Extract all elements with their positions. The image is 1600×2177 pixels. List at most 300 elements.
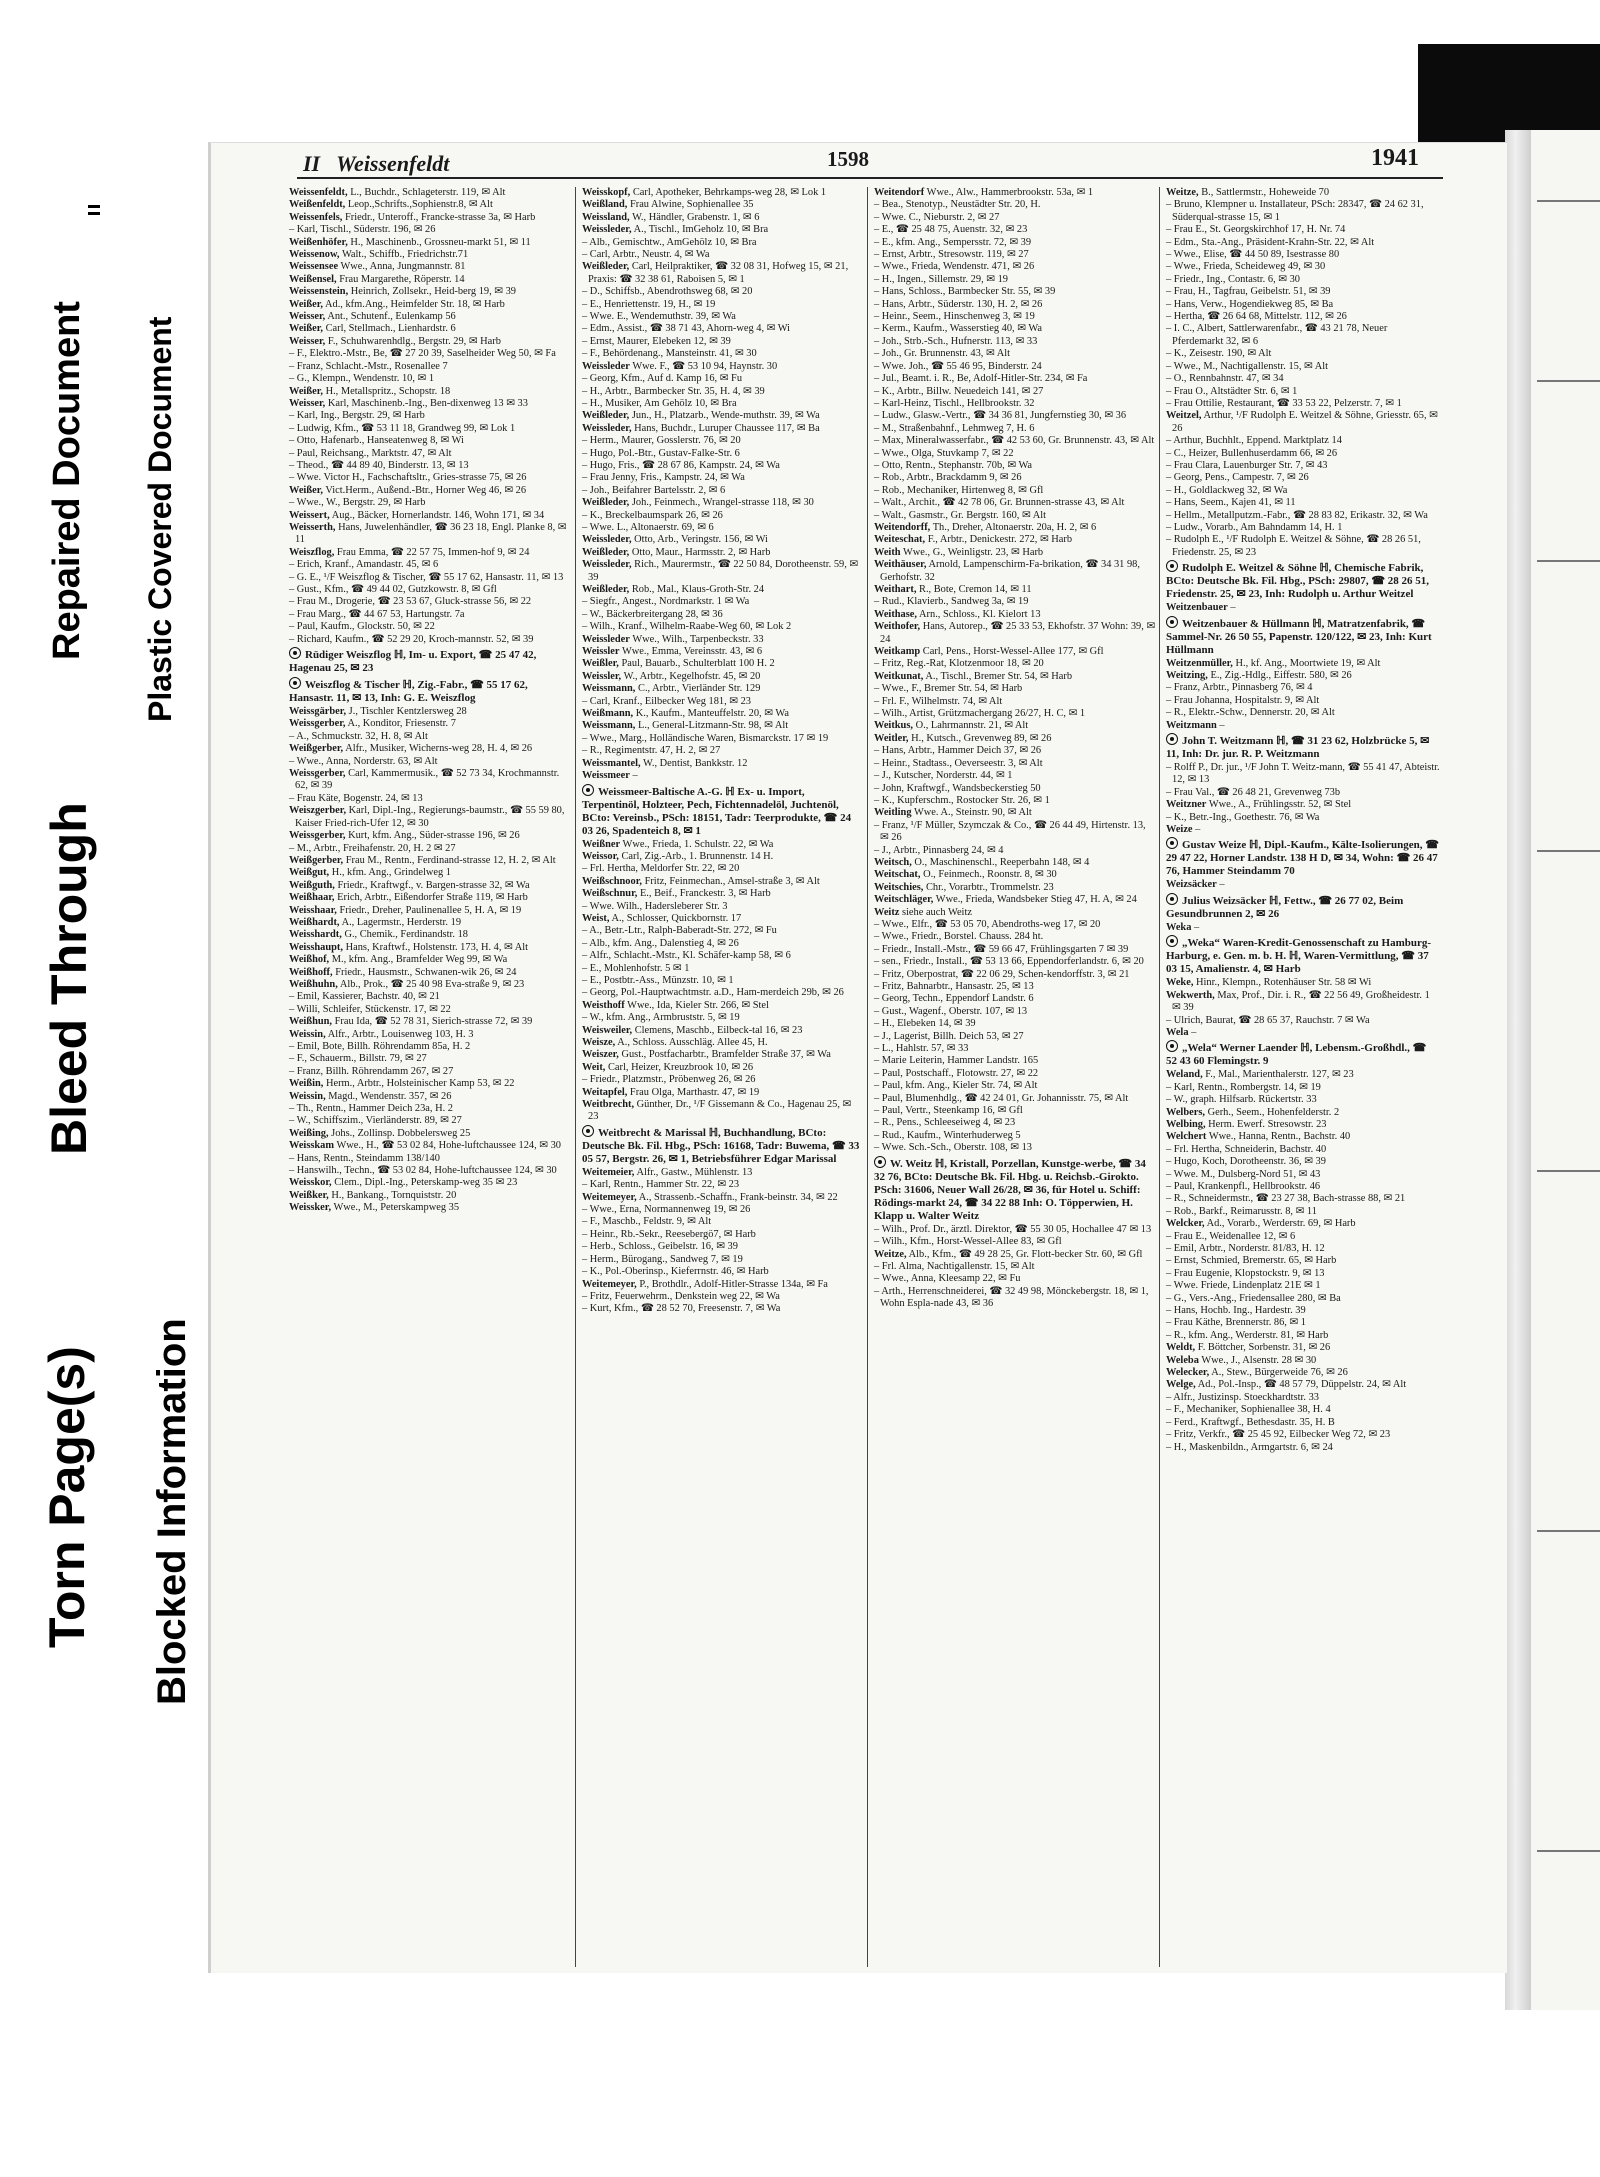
entry-details: Ad., Pol.-Insp., ☎ 48 57 79, Düppelstr. 24, ✉ Alt — [1197, 1379, 1407, 1391]
directory-entry — [582, 646, 868, 658]
header-rule — [297, 177, 1443, 179]
entry-details: F., Mal., Marienthalerstr. 127, ✉ 23 — [1205, 1069, 1354, 1081]
directory-entry — [874, 323, 1160, 335]
entry-surname: Weiszer, — [582, 1049, 619, 1061]
entry-details: Arn., Schloss., Kl. Kielort 13 — [919, 608, 1041, 620]
directory-entry — [289, 805, 575, 830]
entry-details: – Friedr., Install.-Mstr., ☎ 59 66 47, Frühlingsgarten 7 ✉ 39 — [874, 943, 1129, 955]
directory-entry — [582, 975, 868, 987]
directory-entry — [874, 944, 1160, 956]
entry-details: – L., Hahlstr. 57, ✉ 33 — [874, 1043, 969, 1055]
entry-details: – Karl, Tischl., Süderstr. 196, ✉ 26 — [289, 224, 436, 236]
directory-entry — [1166, 824, 1444, 836]
directory-entry — [289, 954, 575, 966]
entry-details: Otto, Arb., Veringstr. 156, ✉ Wi — [634, 534, 768, 546]
firm-listing — [283, 646, 575, 676]
directory-entry — [874, 869, 1160, 881]
entry-details: – Kerm., Kaufm., Wasserstieg 40, ✉ Wa — [874, 323, 1042, 335]
entry-details: Johs., Zollinsp. Dobbelersweg 25 — [331, 1127, 471, 1139]
entry-surname: Weisze, — [582, 1037, 616, 1048]
directory-entry — [874, 237, 1160, 249]
directory-entry — [874, 286, 1160, 298]
firm-listing — [1160, 732, 1444, 762]
entry-details: – H., Maskenbildn., Armgartstr. 6, ✉ 24 — [1166, 1441, 1333, 1453]
entry-details: Frau Emma, ☎ 22 57 75, Immen-hof 9, ✉ 24 — [336, 546, 530, 558]
entry-surname: Wekwerth, — [1166, 989, 1215, 1001]
directory-entry — [289, 1091, 575, 1103]
entry-surname: Weißleder, — [582, 410, 630, 422]
entry-surname: Weißleder, — [582, 261, 630, 273]
entry-details: – — [1195, 824, 1201, 836]
entry-details: Wwe., Hanna, Rentn., Bachstr. 40 — [1208, 1131, 1351, 1143]
directory-entry — [874, 1130, 1160, 1142]
directory-entry — [1166, 1392, 1444, 1404]
entry-details: – Fritz, Reg.-Rat, Klotzenmoor 18, ✉ 20 — [874, 658, 1044, 670]
entry-details: – Edm., Assist., ☎ 38 71 43, Ahorn-weg 4, ✉ Wi — [582, 323, 791, 335]
directory-entry — [289, 768, 575, 793]
directory-entry — [874, 199, 1160, 211]
directory-entry — [289, 361, 575, 373]
directory-entry — [289, 979, 575, 991]
directory-entry — [1166, 695, 1444, 707]
column-1 — [283, 187, 575, 1967]
directory-entry — [1166, 1027, 1444, 1039]
entry-details: – Bea., Stenotyp., Neustädter Str. 20, H. — [874, 199, 1041, 211]
directory-entry — [1166, 787, 1444, 799]
entry-details: – I. C., Albert, Sattlerwarenfabr., ☎ 43 21 78, Neuer Pferdemarkt 32, ✉ 6 — [1166, 323, 1388, 347]
entry-details: – Fritz, Verkfr., ☎ 25 45 92, Eilbecker Weg 72, ✉ 23 — [1166, 1429, 1391, 1441]
directory-entry — [582, 1062, 868, 1074]
directory-entry — [289, 497, 575, 509]
entry-details: – Wwe. Sch.-Sch., Oberstr. 108, ✉ 13 — [874, 1142, 1033, 1154]
entry-details: – Wwe. M., Dulsberg-Nord 51, ✉ 43 — [1166, 1168, 1321, 1180]
firm-marker-icon — [582, 1125, 594, 1137]
entry-surname: Weldt, — [1166, 1342, 1196, 1354]
directory-entry — [289, 917, 575, 929]
entry-details: H., Kutsch., Grevenweg 89, ✉ 26 — [911, 732, 1052, 744]
book-gutter — [1505, 130, 1531, 2010]
directory-entry — [289, 793, 575, 805]
directory-entry — [1166, 1293, 1444, 1305]
directory-entry — [289, 867, 575, 879]
entry-details: „Wela“ Werner Laender ℍ, Lebensm.-Großhdl., ☎ 52 43 60 Flemingstr. 9 — [1166, 1042, 1427, 1068]
entry-details: Leop.,Schrifts.,Sophienstr.8, ✉ Alt — [347, 199, 493, 211]
entry-surname: Weisshardt, — [289, 929, 342, 941]
entry-surname: Weith — [874, 546, 901, 558]
directory-entry — [289, 348, 575, 360]
directory-entry — [289, 423, 575, 435]
entry-details: – Frau E., Weidenallee 12, ✉ 6 — [1166, 1230, 1296, 1242]
directory-entry — [289, 299, 575, 311]
directory-entry — [1166, 386, 1444, 398]
entry-surname: Weitze, — [1166, 187, 1199, 198]
entry-details: B., Sattlermstr., Hoheweide 70 — [1201, 187, 1330, 198]
directory-entry — [874, 274, 1160, 286]
directory-entry — [874, 423, 1160, 435]
column-3 — [867, 187, 1160, 1967]
directory-entry — [582, 950, 868, 962]
entry-surname: Weitkamp — [874, 646, 921, 658]
entry-details: – Alb., Gemischtw., AmGehölz 10, ✉ Bra — [582, 236, 757, 248]
entry-details: – Emil, Arbtr., Norderstr. 81/83, H. 12 — [1166, 1243, 1325, 1254]
directory-entry — [1166, 1417, 1444, 1429]
entry-surname: Weissgerber, — [289, 718, 346, 730]
directory-entry — [874, 1142, 1160, 1154]
entry-details: Herm. Ewerf. Stresowstr. 23 — [1208, 1118, 1327, 1130]
entry-surname: Weißhun, — [289, 1016, 333, 1028]
entry-details: – Wilh., Artist, Grützmachergang 26/27, H. C, ✉ 1 — [874, 708, 1086, 720]
directory-entry — [1166, 485, 1444, 497]
directory-entry — [874, 807, 1160, 819]
directory-entry — [1166, 1107, 1444, 1119]
directory-entry — [582, 212, 868, 224]
entry-surname: Weißschnoor, — [582, 875, 642, 887]
entry-surname: Weisserth, — [289, 521, 336, 533]
entry-details: „Weka“ Waren-Kredit-Genossenschaft zu Hamburg-Harburg, e. Gen. m. b. H. ℍ, Waren-Vermittlung, ☎ 37 03 15, Amalienstr. 4, ✉ Harb — [1166, 937, 1432, 976]
plastic-covered-label: Plastic Covered Document — [142, 316, 178, 722]
directory-entry — [582, 1087, 868, 1099]
directory-entry — [1166, 534, 1444, 559]
entry-details: Karl, Maschinenb.-Ing., Ben-dixenweg 13 ✉ 33 — [327, 397, 528, 409]
directory-entry — [1166, 299, 1444, 311]
directory-entry — [1166, 1131, 1444, 1143]
entry-surname: Weissland, — [582, 211, 630, 223]
firm-marker-icon — [1166, 1040, 1178, 1052]
entry-details: Clemens, Maschb., Eilbeck-tal 16, ✉ 23 — [634, 1024, 803, 1036]
entry-details: – Wwe. E., Wendemuthstr. 39, ✉ Wa — [582, 311, 736, 323]
directory-entry — [874, 299, 1160, 311]
directory-entry — [874, 1286, 1160, 1311]
directory-entry — [582, 522, 868, 534]
entry-details: – Rob., Mechaniker, Hirtenweg 8, ✉ Gfl — [874, 484, 1044, 496]
entry-details: – Hellm., Metallputzm.-Fabr., ☎ 28 83 82, Erikastr. 32, ✉ Wa — [1166, 509, 1428, 521]
directory-entry — [582, 770, 868, 782]
directory-entry — [874, 485, 1160, 497]
entry-details: – Frau Käte, Bogenstr. 24, ✉ 13 — [289, 792, 423, 804]
entry-surname: Weitzenmüller, — [1166, 657, 1233, 669]
directory-entry — [1166, 1367, 1444, 1379]
directory-entry — [582, 336, 868, 348]
entry-surname: Welecker, — [1166, 1367, 1210, 1379]
entry-surname: Weissleder, — [582, 422, 632, 434]
repaired-document-label: Repaired Document — [46, 301, 88, 660]
directory-entry — [289, 967, 575, 979]
entry-details: – — [1219, 719, 1225, 731]
entry-details: – K., Zeisestr. 190, ✉ Alt — [1166, 348, 1272, 360]
entry-surname: Weithäuser, — [874, 559, 927, 571]
directory-entry — [582, 547, 868, 559]
firm-listing — [576, 1124, 868, 1167]
directory-entry — [582, 596, 868, 608]
entry-details: W., Dentist, Bankkstr. 12 — [643, 757, 748, 769]
entry-details: Weissmeer-Baltische A.-G. ℍ Ex- u. Import, Terpentinöl, Holzteer, Pech, Fichtennadelöl, Juchtenöl, BCto: Vereinsb., PSch: 18151, Tadr: Teerprodukte, ☎ 24 03 26, Spadenteich 8, ✉ 1 — [582, 785, 852, 837]
entry-details: A., Lagermstr., Herderstr. 19 — [341, 916, 462, 928]
entry-details: – Wwe., Marg., Holländische Waren, Bismarckstr. 17 ✉ 19 — [582, 732, 829, 744]
entry-details: – Georg, Techn., Eppendorf Landstr. 6 — [874, 993, 1034, 1005]
entry-details: – Theod., ☎ 44 89 40, Binderstr. 13, ✉ 13 — [289, 459, 469, 471]
entry-details: Jun., H., Platzarb., Wende-muthstr. 39, ✉ Wa — [631, 410, 820, 422]
entry-details: – Wilh., Kranf., Wilhelm-Raabe-Weg 60, ✉ Lok 2 — [582, 621, 792, 633]
firm-listing — [868, 1155, 1160, 1224]
entry-details: – Franz, Billh. Röhrendamm 267, ✉ 27 — [289, 1065, 454, 1077]
directory-entry — [289, 572, 575, 584]
entry-surname: Weißland, — [582, 199, 628, 211]
directory-entry — [874, 361, 1160, 373]
entry-details: – Rob., Arbtr., Brackdamm 9, ✉ 26 — [874, 472, 1022, 484]
entry-surname: Weitze, — [874, 1248, 907, 1260]
entry-details: Carl, Heizer, Kreuzbrook 10, ✉ 26 — [607, 1061, 754, 1073]
directory-entry — [289, 1140, 575, 1152]
entry-details: – F., Schauerm., Billstr. 79, ✉ 27 — [289, 1053, 427, 1065]
directory-entry — [874, 820, 1160, 845]
entry-details: Clem., Dipl.-Ing., Peterskamp-weg 35 ✉ 23 — [334, 1177, 518, 1189]
directory-entry — [582, 224, 868, 236]
entry-details: Alb., Kfm., ☎ 49 28 25, Gr. Flott-becker Str. 60, ✉ Gfl — [908, 1248, 1143, 1260]
entry-details: F. Böttcher, Sorbenstr. 31, ✉ 26 — [1197, 1342, 1331, 1354]
entry-details: – H., Arbtr., Barmbecker Str. 35, H. 4, ✉ 39 — [582, 385, 765, 397]
entry-details: – Wwe., Frieda, Scheideweg 49, ✉ 30 — [1166, 261, 1326, 273]
entry-details: Carl, Pens., Horst-Wessel-Allee 177, ✉ Gfl — [922, 646, 1104, 658]
directory-entry — [289, 892, 575, 904]
entry-surname: Weißler, — [582, 658, 619, 670]
entry-surname: Weisser, — [289, 311, 326, 323]
directory-entry — [1166, 1015, 1444, 1027]
directory-entry — [1166, 1156, 1444, 1168]
directory-entry — [289, 212, 575, 224]
entry-details: – Frau Ottilie, Restaurant, ☎ 33 53 22, Pelzerstr. 7, ✉ 1 — [1166, 397, 1402, 409]
directory-entry — [582, 187, 868, 199]
entry-details: Friedr., Kraftwgf., v. Bargen-strasse 32, ✉ Wa — [337, 879, 530, 891]
entry-details: – Wwe. Joh., ☎ 55 46 95, Binderstr. 24 — [874, 360, 1042, 372]
adjacent-text-line — [1537, 850, 1600, 852]
entry-details: – Frl. Alma, Nachtigallenstr. 15, ✉ Alt — [874, 1260, 1035, 1272]
bleed-through-label: Bleed Through — [41, 802, 97, 1155]
directory-entry — [874, 1249, 1160, 1261]
entry-details: – Ludw., Glasw.-Vertr., ☎ 34 36 81, Jungfernstieg 30, ✉ 36 — [874, 410, 1127, 422]
entry-details: H., Metallspritz., Schopstr. 18 — [325, 385, 451, 397]
entry-details: Wwe., Emma, Vereinsstr. 43, ✉ 6 — [621, 646, 763, 658]
directory-entry — [1166, 1169, 1444, 1181]
directory-entry — [1166, 286, 1444, 298]
directory-entry — [582, 758, 868, 770]
entry-details: – Wwe., F., Bremer Str. 54, ✉ Harb — [874, 683, 1023, 695]
directory-entry — [289, 224, 575, 236]
entry-details: O., Lahrmannstr. 21, ✉ Alt — [915, 720, 1029, 732]
directory-entry — [289, 1115, 575, 1127]
entry-details: – Wwe., Anna, Norderstr. 63, ✉ Alt — [289, 755, 438, 767]
directory-entry — [1166, 1231, 1444, 1243]
entry-details: – Ludw., Vorarb., Am Bahndamm 14, H. 1 — [1166, 521, 1343, 533]
adjacent-text-line — [1537, 1170, 1600, 1172]
entry-surname: Weissenstein, — [289, 286, 349, 298]
entry-details: – K., Betr.-Ing., Goethestr. 76, ✉ Wa — [1166, 811, 1320, 823]
directory-entry — [1166, 373, 1444, 385]
entry-surname: Weissmann, — [582, 720, 636, 732]
entry-details: Aug., Bäcker, Hornerlandstr. 146, Wohn 171, ✉ 34 — [331, 509, 545, 521]
directory-entry — [1166, 249, 1444, 261]
entry-details: – Fritz, Oberpostrat, ☎ 22 06 29, Schen-kendorffstr. 3, ✉ 21 — [874, 968, 1130, 980]
entry-details: – F., Elektro.-Mstr., Be, ☎ 27 20 39, Saselheider Weg 50, ✉ Fa — [289, 348, 556, 360]
entry-details: – J., Arbtr., Pinnasberg 24, ✉ 4 — [874, 844, 1004, 856]
entry-surname: Weissenfeldt, — [289, 187, 348, 198]
entry-surname: Weißhoff, — [289, 966, 333, 978]
directory-entry — [874, 770, 1160, 782]
entry-details: O., Maschinenschl., Reeperbahn 148, ✉ 4 — [914, 856, 1090, 868]
entry-details: – Frau Jenny, Fris., Kampstr. 24, ✉ Wa — [582, 472, 745, 484]
directory-entry — [582, 925, 868, 937]
entry-surname: Weitkus, — [874, 720, 913, 732]
entry-surname: Weißhuhn, — [289, 978, 338, 990]
entry-details: – Hans, Arbtr., Hammer Deich 37, ✉ 26 — [874, 745, 1042, 757]
entry-details: Weiszflog & Tischer ℍ, Zig.-Fabr., ☎ 55 17 62, Hansastr. 11, ✉ 13, Inh: G. E. Weiszflog — [289, 679, 528, 705]
entry-surname: Weiszgerber, — [289, 805, 347, 817]
directory-entry — [582, 745, 868, 757]
entry-surname: Weißenfeldt, — [289, 199, 346, 211]
directory-entry — [289, 249, 575, 261]
entry-details: Frau Olga, Marthastr. 47, ✉ 19 — [629, 1086, 760, 1098]
directory-entry — [582, 671, 868, 683]
entry-details: – Hugo, Pol.-Btr., Gustav-Falke-Str. 6 — [582, 447, 740, 459]
entry-details: Frau Ida, ☎ 52 78 31, Sierich-strasse 72, ✉ 39 — [334, 1016, 533, 1028]
directory-entry — [582, 299, 868, 311]
directory-entry — [1166, 922, 1444, 934]
entry-details: – M., Straßenbahnf., Lehmweg 7, H. 6 — [874, 422, 1035, 434]
directory-entry — [1166, 348, 1444, 360]
directory-entry — [582, 1254, 868, 1266]
directory-entry — [1166, 1218, 1444, 1230]
entry-details: – D., Schiffsb., Abendrothsweg 68, ✉ 20 — [582, 286, 753, 298]
entry-surname: Weißhardt, — [289, 916, 340, 928]
scanner-annotation-panel — [0, 0, 200, 2177]
directory-entry — [874, 956, 1160, 968]
entry-details: J., Tischler Kentzlersweg 28 — [348, 706, 467, 718]
entry-details: Weitzenbauer & Hüllmann ℍ, Matratzenfabrik, ☎ Sammel-Nr. 26 50 55, Papenstr. 120/122, ✉ 23, Inh: Kurt Hüllmann — [1166, 617, 1432, 656]
entry-surname: Weisskor, — [289, 1177, 332, 1189]
entry-details: – Siegfr., Angest., Nordmarkstr. 1 ✉ Wa — [582, 596, 750, 608]
blocked-information-label: Blocked Information — [150, 1318, 194, 1705]
entry-details: – Georg, Pol.-Hauptwachtmstr. a.D., Ham-merdeich 29b, ✉ 26 — [582, 987, 844, 999]
entry-details: – Fritz, Bahnarbtr., Hansastr. 25, ✉ 13 — [874, 981, 1034, 992]
entry-details: – Frl. Hertha, Schneiderin, Bachstr. 40 — [1166, 1143, 1327, 1155]
directory-entry — [1166, 237, 1444, 249]
entry-details: Ad., kfm.Ang., Heimfelder Str. 18, ✉ Harb — [325, 298, 505, 310]
directory-entry — [582, 435, 868, 447]
entry-details: – Rolff P., Dr. jur., ¹/F John T. Weitz-mann, ☎ 55 41 47, Abteistr. 12, ✉ 13 — [1166, 762, 1440, 786]
entry-details: W., Arbtr., Kegelhofstr. 45, ✉ 20 — [623, 670, 761, 682]
entry-details: O., Feinmech., Roonstr. 8, ✉ 30 — [923, 869, 1057, 881]
directory-entry — [1166, 1404, 1444, 1416]
entry-details: – K., Arbtr., Billw. Neuedeich 141, ✉ 27 — [874, 385, 1044, 397]
directory-entry — [874, 720, 1160, 732]
entry-details: – Heinr., Rb.-Sekr., Reesebergö7, ✉ Harb — [582, 1228, 756, 1240]
directory-entry — [582, 1099, 868, 1124]
directory-entry — [1166, 762, 1444, 787]
entry-details: – Paul, Krankenpfl., Hellbrookstr. 46 — [1166, 1180, 1321, 1192]
entry-surname: Weissgärber, — [289, 706, 347, 718]
entry-details: – Rob., Barkf., Reimarusstr. 8, ✉ 11 — [1166, 1205, 1317, 1217]
directory-entry — [582, 876, 868, 888]
entry-details: Heinrich, Zollsekr., Heid-berg 19, ✉ 39 — [350, 286, 517, 298]
entry-details: L., General-Litzmann-Str. 98, ✉ Alt — [638, 720, 789, 732]
entry-surname: Weißleder, — [582, 497, 630, 509]
directory-entry — [289, 584, 575, 596]
entry-details: – H., Goldlackweg 32, ✉ Wa — [1166, 484, 1288, 496]
directory-entry — [874, 919, 1160, 931]
entry-details: – — [1219, 879, 1225, 891]
directory-entry — [582, 534, 868, 546]
entry-details: – Wwe., Olga, Stuvkamp 7, ✉ 22 — [874, 447, 1014, 459]
entry-details: Friedr., Dreher, Paulinenallee 5, H. A, ✉ 19 — [339, 904, 522, 916]
entry-surname: Wela — [1166, 1026, 1189, 1038]
entry-details: Arnold, Lampenschirm-Fa-brikation, ☎ 34 31 98, Gerhofstr. 32 — [880, 559, 1140, 583]
running-head-name: Weissenfeldt — [336, 151, 450, 176]
directory-entry — [289, 991, 575, 1003]
firm-listing — [1160, 1039, 1444, 1069]
entry-surname: Weithofer, — [874, 621, 921, 633]
entry-details: Vict.Herm., Außend.-Btr., Horner Weg 46, ✉ 26 — [325, 484, 527, 496]
directory-entry — [289, 1202, 575, 1214]
directory-entry — [289, 559, 575, 571]
entry-details: G., Chemik., Ferdinandstr. 18 — [344, 929, 468, 941]
entry-details: – Carl, Kranf., Eilbecker Weg 181, ✉ 23 — [582, 695, 751, 707]
adjacent-text-line — [1537, 380, 1600, 382]
entry-details: – Franz, Schlacht.-Mstr., Rosenallee 7 — [289, 360, 448, 372]
entry-details: A., Konditor, Friesenstr. 7 — [347, 718, 456, 730]
directory-entry — [289, 311, 575, 323]
directory-entry — [289, 286, 575, 298]
directory-entry — [874, 907, 1160, 919]
directory-entry — [874, 795, 1160, 807]
entry-details: Hinr., Klempn., Rotenhäuser Str. 58 ✉ Wi — [1196, 977, 1372, 989]
scan-mark — [88, 212, 100, 215]
directory-entry — [582, 1025, 868, 1037]
entry-details: A., Tischl., Bremer Str. 54, ✉ Harb — [925, 670, 1073, 682]
entry-surname: Weist, — [582, 912, 610, 924]
directory-entry — [289, 1016, 575, 1028]
entry-details: – Herm., Bürogang., Sandweg 7, ✉ 19 — [582, 1253, 743, 1265]
firm-marker-icon — [874, 1156, 886, 1168]
entry-details: – Wwe., Elfr., ☎ 53 05 70, Abendroths-weg 17, ✉ 20 — [874, 918, 1101, 930]
entry-details: – Joh., Strb.-Sch., Hufnerstr. 113, ✉ 33 — [874, 335, 1038, 347]
entry-details: – K., Breckelbaumspark 26, ✉ 26 — [582, 509, 723, 521]
entry-surname: Weissmann, — [582, 683, 636, 695]
directory-entry — [874, 1117, 1160, 1129]
entry-details: A., Stew., Bürgerweide 76, ✉ 26 — [1211, 1367, 1348, 1379]
entry-details: – Emil, Bote, Billh. Röhrendamm 85a, H. 2 — [289, 1041, 471, 1052]
entry-surname: Weissin, — [289, 1028, 326, 1040]
entry-details: Alfr., Gastw., Mühlenstr. 13 — [636, 1166, 753, 1178]
entry-details: – Rud., Klavierb., Sandweg 3a, ✉ 19 — [874, 596, 1029, 608]
directory-entry — [874, 1105, 1160, 1117]
directory-entry — [874, 845, 1160, 857]
entry-details: – F., Mechaniker, Sophienallee 38, H. 4 — [1166, 1404, 1331, 1416]
directory-entry — [289, 855, 575, 867]
entry-details: – Frau O., Altstädter Str. 6, ✉ 1 — [1166, 385, 1298, 397]
directory-entry — [874, 336, 1160, 348]
entry-surname: Weitbrecht, — [582, 1099, 635, 1111]
directory-entry — [1166, 497, 1444, 509]
directory-entry — [1166, 1330, 1444, 1342]
directory-entry — [289, 1177, 575, 1189]
column-4 — [1159, 187, 1444, 1967]
entry-surname: Weisthoff — [582, 999, 625, 1011]
entry-details: – H., Musiker, Am Gehölz 10, ✉ Bra — [582, 397, 737, 409]
entry-details: Wwe., H., ☎ 53 02 84, Hohe-luftchaussee 124, ✉ 30 — [336, 1140, 561, 1152]
directory-entry — [289, 731, 575, 743]
directory-entry — [874, 894, 1160, 906]
directory-entry — [289, 1153, 575, 1165]
directory-entry — [874, 373, 1160, 385]
